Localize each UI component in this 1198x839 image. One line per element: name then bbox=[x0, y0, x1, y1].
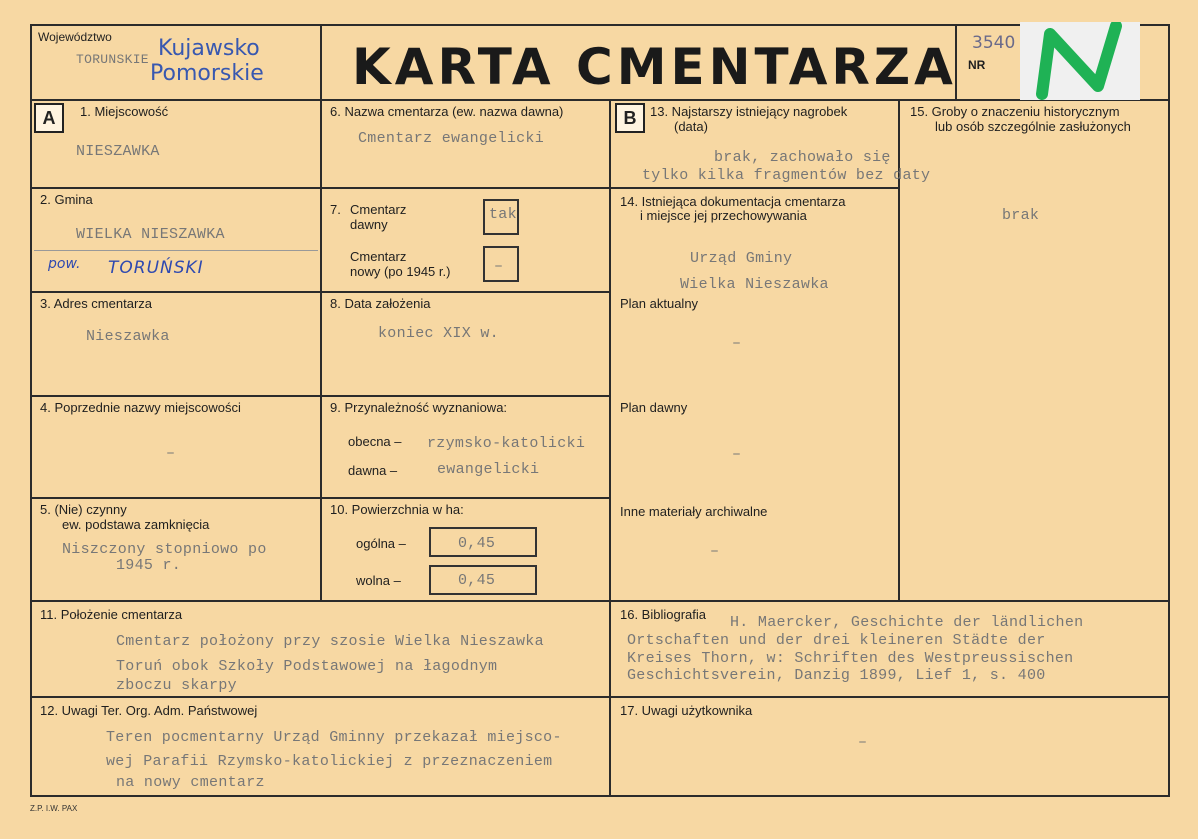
section-b-letter: B bbox=[615, 103, 645, 133]
f5-value-line1: Niszczony stopniowo po bbox=[62, 541, 267, 558]
f7-nowy-value: – bbox=[494, 258, 504, 275]
f7-nowy-label-line1: Cmentarz bbox=[350, 249, 407, 264]
top-border bbox=[30, 24, 1170, 26]
f2-handwritten: TORUŃSKI bbox=[108, 258, 204, 278]
f16-value-line1: H. Maercker, Geschichte der ländlichen bbox=[730, 614, 1084, 631]
f10-wolna-value: 0,45 bbox=[458, 572, 496, 589]
f4-value: – bbox=[166, 445, 176, 462]
f16-label: 16. Bibliografia bbox=[620, 607, 706, 622]
f9-label: 9. Przynależność wyznaniowa: bbox=[330, 400, 508, 415]
f12-label: 12. Uwagi Ter. Org. Adm. Państwowej bbox=[40, 703, 258, 718]
f14-value-line1: Urząd Gminy bbox=[690, 250, 793, 267]
row-line-b1 bbox=[609, 187, 899, 189]
f11-value-line1: Cmentarz położony przy szosie Wielka Nieszawka bbox=[116, 633, 544, 650]
f7-dawny-label-line1: Cmentarz bbox=[350, 202, 407, 217]
row-line-a6 bbox=[30, 696, 1170, 698]
f3-label: 3. Adres cmentarza bbox=[40, 296, 152, 311]
f6-label: 6. Nazwa cmentarza (ew. nazwa dawna) bbox=[330, 104, 564, 119]
f13-value-line2: tylko kilka fragmentów bez daty bbox=[642, 167, 931, 184]
green-mark-icon bbox=[1020, 22, 1140, 100]
f10-label: 10. Powierzchnia w ha: bbox=[330, 502, 464, 517]
row-line-a2 bbox=[30, 291, 610, 293]
f10-ogolna-value: 0,45 bbox=[458, 535, 496, 552]
f7-label: 7. bbox=[330, 202, 341, 217]
left-border bbox=[30, 24, 32, 796]
printer-footer: Z.P. I.W. PAX bbox=[30, 804, 78, 813]
f12-value-line1: Teren pocmentarny Urząd Gminny przekazał miejsco- bbox=[106, 729, 562, 746]
f2-underline bbox=[34, 250, 318, 251]
f16-value-line3: Kreises Thorn, w: Schriften des Westpreussischen bbox=[627, 650, 1074, 667]
col-divider-1 bbox=[320, 99, 322, 601]
f10-wolna-label: wolna – bbox=[356, 573, 401, 588]
f12-value-line3: na nowy cmentarz bbox=[116, 774, 265, 791]
inne-value: – bbox=[710, 543, 720, 560]
f7-dawny-label-line2: dawny bbox=[350, 217, 388, 232]
f16-value-line2: Ortschaften und der drei kleineren Städte der bbox=[627, 632, 1046, 649]
nr-handwritten: 3540 bbox=[972, 33, 1016, 53]
f14-value-line2: Wielka Nieszawka bbox=[680, 276, 829, 293]
f2-handwritten-prefix: pow. bbox=[48, 256, 81, 272]
f3-value: Nieszawka bbox=[86, 328, 170, 345]
f9-dawna-value: ewangelicki bbox=[437, 461, 540, 478]
f9-obecna-label: obecna – bbox=[348, 434, 402, 449]
f13-value-line1: brak, zachowało się bbox=[714, 149, 891, 166]
f16-value-line4: Geschichtsverein, Danzig 1899, Lief 1, s. 400 bbox=[627, 667, 1046, 684]
col-divider-2 bbox=[609, 99, 611, 796]
f10-ogolna-label: ogólna – bbox=[356, 536, 406, 551]
f14-label-line1: 14. Istniejąca dokumentacja cmentarza bbox=[620, 194, 846, 209]
f6-value: Cmentarz ewangelicki bbox=[358, 130, 545, 147]
f5-value-line2: 1945 r. bbox=[116, 557, 182, 574]
f4-label: 4. Poprzednie nazwy miejscowości bbox=[40, 400, 241, 415]
f12-value-line2: wej Parafii Rzymsko-katolickiej z przeznaczeniem bbox=[106, 753, 553, 770]
nr-label: NR bbox=[968, 58, 986, 72]
row-line-a1 bbox=[30, 187, 610, 189]
plan-dawny-value: – bbox=[732, 446, 742, 463]
f14-label-line2: i miejsce jej przechowywania bbox=[640, 208, 807, 223]
wojewodztwo-stamp-line1: Kujawsko bbox=[158, 36, 260, 61]
wojewodztwo-typed-value: TORUNSKIE bbox=[76, 52, 149, 67]
f2-value: WIELKA NIESZAWKA bbox=[76, 226, 225, 243]
wojewodztwo-label: Województwo bbox=[38, 30, 112, 44]
f11-value-line2: Toruń obok Szkoły Podstawowej na łagodnym bbox=[116, 658, 498, 675]
f13-label-line1: 13. Najstarszy istniejący nagrobek bbox=[650, 104, 848, 119]
f1-label: 1. Miejscowość bbox=[80, 104, 169, 119]
plan-aktualny-value: – bbox=[732, 335, 742, 352]
wojewodztwo-stamp-line2: Pomorskie bbox=[150, 61, 264, 86]
f17-value: – bbox=[858, 734, 868, 751]
plan-dawny-label: Plan dawny bbox=[620, 400, 688, 415]
page-title: KARTA CMENTARZA bbox=[352, 38, 957, 96]
f9-dawna-label: dawna – bbox=[348, 463, 398, 478]
f7-dawny-value: tak bbox=[489, 206, 517, 223]
f7-nowy-label-line2: nowy (po 1945 r.) bbox=[350, 264, 451, 279]
row-line-a3 bbox=[30, 395, 610, 397]
f1-value: NIESZAWKA bbox=[76, 143, 160, 160]
f13-label-line2: (data) bbox=[674, 119, 708, 134]
header-bottom-line bbox=[30, 99, 1170, 101]
section-a-letter: A bbox=[34, 103, 64, 133]
f8-value: koniec XIX w. bbox=[378, 325, 499, 342]
f5-label-line2: ew. podstawa zamknięcia bbox=[62, 517, 210, 532]
f5-label-line1: 5. (Nie) czynny bbox=[40, 502, 127, 517]
f15-value: brak bbox=[1002, 207, 1040, 224]
header-divider-1 bbox=[320, 24, 322, 100]
plan-aktualny-label: Plan aktualny bbox=[620, 296, 699, 311]
f17-label: 17. Uwagi użytkownika bbox=[620, 703, 753, 718]
f15-label-line2: lub osób szczególnie zasłużonych bbox=[935, 119, 1131, 134]
row-line-a4 bbox=[30, 497, 610, 499]
f15-label-line1: 15. Groby o znaczeniu historycznym bbox=[910, 104, 1120, 119]
f9-obecna-value: rzymsko-katolicki bbox=[427, 435, 586, 452]
f11-value-line3: zboczu skarpy bbox=[116, 677, 237, 694]
right-border bbox=[1168, 24, 1170, 796]
bottom-border bbox=[30, 795, 1170, 797]
f2-label: 2. Gmina bbox=[40, 192, 93, 207]
f11-label: 11. Położenie cmentarza bbox=[40, 607, 183, 622]
row-line-a5 bbox=[30, 600, 1170, 602]
inne-label: Inne materiały archiwalne bbox=[620, 504, 768, 519]
f8-label: 8. Data założenia bbox=[330, 296, 431, 311]
